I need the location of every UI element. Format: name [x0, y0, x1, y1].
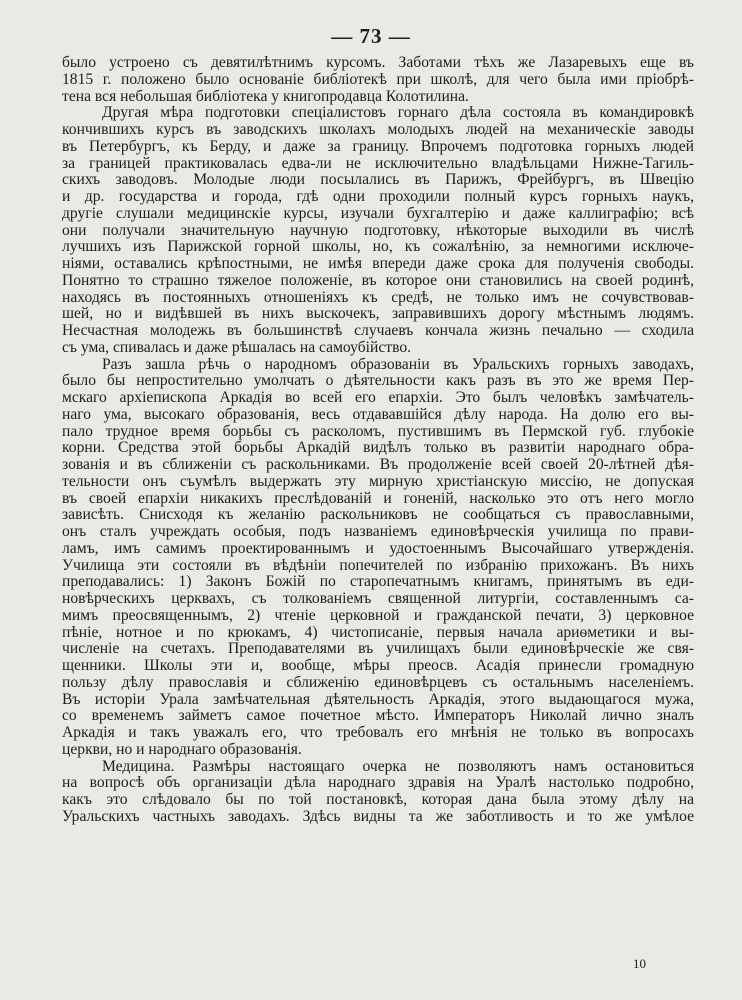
paragraph — [62, 759, 694, 826]
text-line: тена вся небольшая библіотека у книгопродавца Колотилина. — [62, 88, 469, 105]
text-line: за границей практиковалась едва-ли не исключительно владѣльцами Нижне-Тагиль- — [62, 155, 694, 172]
printer-signature-mark: 10 — [633, 956, 646, 971]
text-line: было бы непростительно умолчать о дѣятельности какъ разъ въ это же время Пер- — [62, 373, 694, 390]
text-line: численіе на счетахъ. Преподавателями въ училищахъ были единовѣрческіе же свя- — [62, 641, 694, 658]
text-line: съ ума, спивалась и даже рѣшалась на самоубійство. — [62, 339, 412, 356]
text-line: пѣніе, нотное и по крюкамъ, 4) чистописаніе, первыя начала ариѳметики и вы- — [62, 624, 694, 641]
text-line: Въ исторіи Урала замѣчательная дѣятельность Аркадія, этого выдающагося мужа, — [62, 691, 694, 708]
text-line: лучшихъ изъ Парижской горной школы, но, къ сожалѣнію, за немногими исключе- — [62, 239, 694, 256]
text-line: скихъ заводовъ. Молодые люди посылались въ Парижъ, Фрейбургъ, въ Швецію — [62, 172, 694, 189]
text-line: въ Петербургъ, къ Берду, и даже за границу. Впрочемъ подготовка горныхъ людей — [62, 138, 694, 155]
text-line: ламъ, имъ самимъ проектированнымъ и удостоеннымъ Высочайшаго утвержденія. — [62, 540, 694, 557]
text-line: щенники. Школы эти и, вообще, мѣры преосв. Асадія принесли громадную — [62, 658, 694, 674]
paragraph — [62, 55, 694, 105]
text-line: наго ума, высокаго образованія, весь отдававшійся дѣлу народа. На долю его вы- — [62, 406, 694, 423]
text-line: Медицина. Размѣры настоящаго очерка не позволяютъ намъ остановиться — [102, 758, 694, 775]
text-line: Разъ зашла рѣчь о народномъ образованіи въ Уральскихъ горныхъ заводахъ, — [102, 356, 694, 373]
paragraph — [62, 105, 694, 356]
text-line: 1815 г. положено было основаніе библіотекѣ при школѣ, для чего была ими пріобрѣ- — [62, 71, 694, 88]
text-line: другіе слушали медицинскіе курсы, изучали бухгалтерію и даже каллиграфію; всѣ — [62, 205, 694, 222]
text-line: преподавались: 1) Законъ Божій по старопечатнымъ книгамъ, принятымъ въ еди- — [62, 574, 694, 591]
text-line: шей, но и видѣвшей въ нихъ выскочекъ, заправившихъ дорогу мѣстнымъ людямъ. — [62, 306, 694, 323]
text-line: кончившихъ курсъ въ заводскихъ школахъ молодыхъ людей на механическіе заводы — [62, 122, 694, 138]
text-line: пало трудное время борьбы съ расколомъ, пустившимъ въ Пермской губ. глубокіе — [62, 423, 694, 440]
text-line: находясь въ постоянныхъ отношеніяхъ къ средѣ, не только имъ не сочувствовав- — [62, 289, 694, 306]
text-line: на вопросѣ объ организаціи дѣла народнаго здравія на Уралѣ настолько подробно, — [62, 775, 694, 792]
paragraph — [62, 357, 694, 759]
text-line: онъ сталъ учреждать особыя, подъ названіемъ единовѣрческія училища по прави- — [62, 524, 694, 540]
text-line: было устроено съ девятилѣтнимъ курсомъ. Заботами тѣхъ же Лазаревыхъ еще въ — [62, 55, 694, 71]
text-line: Другая мѣра подготовки спеціалистовъ горнаго дѣла состояла въ командировкѣ — [102, 105, 694, 122]
text-line: зованія и въ сближеніи съ раскольниками. Въ продолженіе всей своей 20-лѣтней дѣя- — [62, 457, 694, 473]
text-line: церкви, но и народнаго образованія. — [62, 741, 302, 758]
text-line: новѣрческихъ церквахъ, съ толкованіемъ священной литургіи, составленнымъ са- — [62, 591, 694, 607]
page-number: — 73 — — [331, 24, 411, 48]
text-line: въ своей епархіи никакихъ преслѣдованій и гоненій, насколько это отъ него могло — [62, 490, 694, 507]
text-line: Уральскихъ частныхъ заводахъ. Здѣсь видны та же заботливость и то же умѣлое — [62, 808, 694, 825]
body-text — [62, 55, 694, 826]
text-line: мимъ преосвященнымъ, 2) чтеніе церковной и гражданской печати, 3) церковное — [62, 607, 694, 624]
text-line: тельности онъ съумѣлъ выдержать эту мирную христіанскую миссію, не допуская — [62, 473, 694, 490]
text-line: мскаго архіепископа Аркадія во всей его епархіи. Это былъ человѣкъ замѣчатель- — [62, 390, 694, 406]
text-line: зависѣть. Снисходя къ желанію раскольниковъ не сообщаться съ православными, — [62, 507, 694, 524]
text-line: они получали значительную научную подготовку, нѣкоторые выходили въ числѣ — [62, 222, 694, 239]
text-line: Понятно то страшно тяжелое положеніе, въ которое они становились на своей родинѣ, — [62, 272, 694, 289]
text-line: корни. Средства этой борьбы Аркадій видѣлъ только въ развитіи народнаго обра- — [62, 440, 694, 457]
text-line: Училища эти состояли въ вѣдѣніи попечителей по избранію прихожанъ. Въ нихъ — [62, 557, 694, 574]
text-line: со временемъ займетъ самое почетное мѣсто. Императоръ Николай лично зналъ — [62, 708, 694, 725]
text-line: и др. государства и города, гдѣ одни проходили полный курсъ горныхъ наукъ, — [62, 189, 694, 205]
text-line: какъ это слѣдовало бы по той постановкѣ, которая дана была этому дѣлу на — [62, 792, 694, 808]
text-line: пользу дѣлу православія и сближенію единовѣрцевъ съ остальнымъ населеніемъ. — [62, 674, 694, 691]
text-line: ніями, оставались крѣпостными, не имѣя впереди даже срока для полученія свободы. — [62, 256, 694, 272]
text-line: Несчастная молодежь въ большинствѣ случаевъ кончала жизнь печально — сходила — [62, 323, 694, 339]
text-line: Аркадія и такъ уважалъ его, что требовалъ его мнѣнія не только въ вопросахъ — [62, 725, 694, 741]
